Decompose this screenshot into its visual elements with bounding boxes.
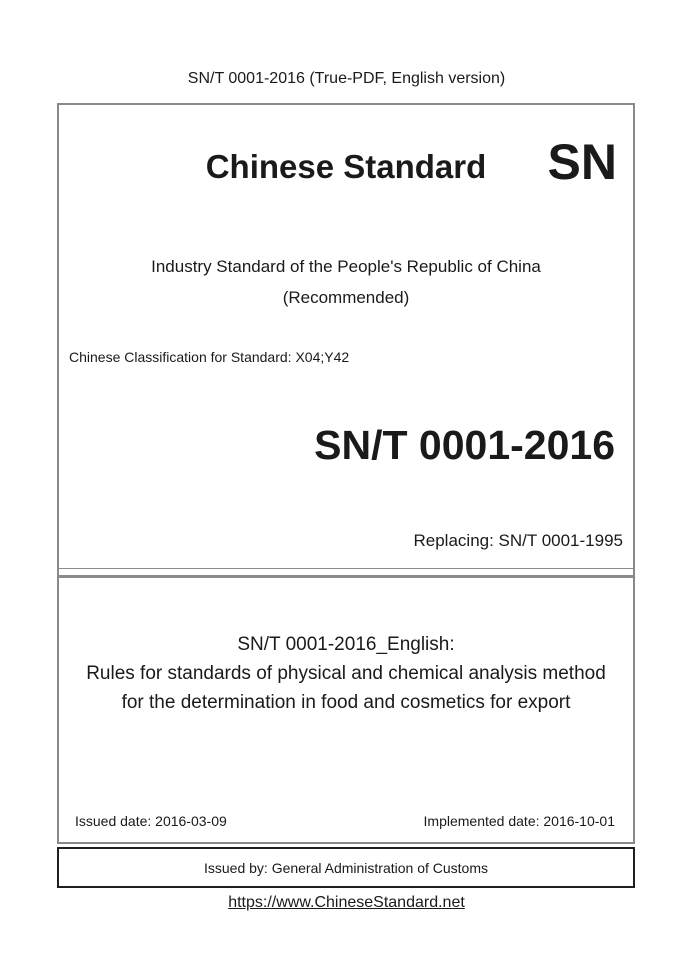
implemented-date: Implemented date: 2016-10-01 xyxy=(423,813,615,829)
dates-row xyxy=(75,812,615,830)
classification-line: Chinese Classification for Standard: X04;Y42 xyxy=(69,349,350,365)
cover-outer-box xyxy=(57,103,635,844)
english-title-text: Rules for standards of physical and chemical analysis method for the determination in food and cosmetics for export xyxy=(86,663,606,713)
issued-date: Issued date: 2016-03-09 xyxy=(75,813,227,829)
issuer-box xyxy=(57,847,635,888)
brand-title: Chinese Standard xyxy=(205,148,487,185)
page-header-title: SN/T 0001-2016 (True-PDF, English version) xyxy=(187,70,506,87)
cover-top-section xyxy=(59,103,633,569)
issued-by-text: Issued by: General Administration of Customs xyxy=(203,859,489,876)
cover-title-section xyxy=(59,575,633,844)
standard-number: SN/T 0001-2016 xyxy=(314,422,615,468)
english-title-code: SN/T 0001-2016_English: xyxy=(237,634,455,655)
footer-url-link[interactable]: https://www.ChineseStandard.net xyxy=(228,894,465,911)
replacing-note: Replacing: SN/T 0001-1995 xyxy=(413,531,623,550)
standard-type xyxy=(59,251,633,313)
standard-type-line1: Industry Standard of the People's Republic of China xyxy=(151,257,541,276)
sn-logo: SN xyxy=(547,134,617,190)
standard-type-line2: (Recommended) xyxy=(282,288,410,307)
english-title-block xyxy=(59,630,633,717)
